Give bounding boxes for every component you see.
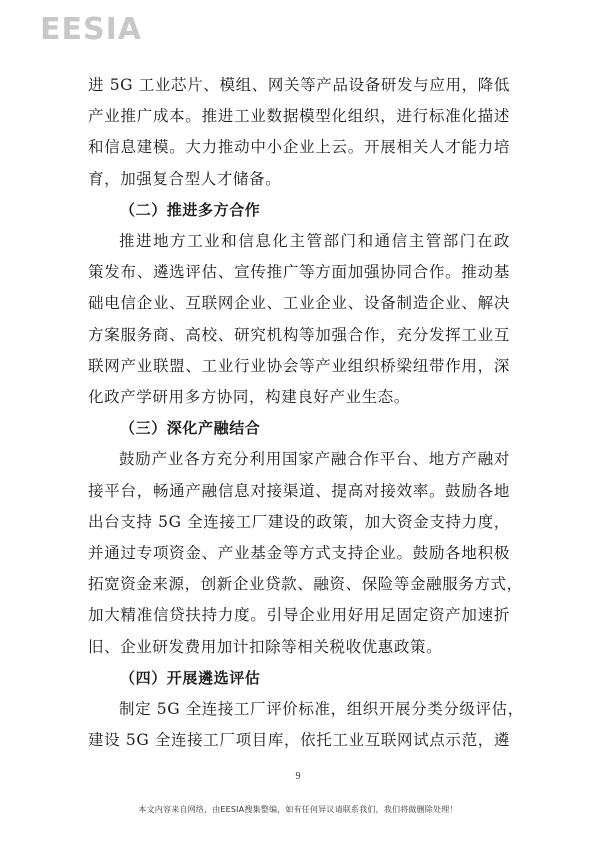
text-line: 联网产业联盟、工业行业协会等产业组织桥梁纽带作用，深 [88,356,510,375]
text-line: 出台支持 5G 全连接工厂建设的政策，加大资金支持力度， [88,512,510,531]
text-line: 进 5G 工业芯片、模组、网关等产品设备研发与应用，降低 [88,76,510,94]
eesia-logo: EESIA [40,12,142,47]
text-line: 拓宽资金来源，创新企业贷款、融资、保险等金融服务方式， [88,575,523,594]
paragraph-section-4 [88,694,524,756]
text-line: 鼓励产业各方充分利用国家产融合作平台、地方产融对 [119,450,510,469]
text-line: 方案服务商、高校、研究机构等加强合作，充分发挥工业互 [88,325,510,344]
text-line: 制定 5G 全连接工厂评价标准，组织开展分类分级评估， [119,700,524,719]
text-line: 育，加强复合型人才储备。 [88,169,282,188]
paragraph-intro [88,70,510,195]
section-heading-4: （四）开展遴选评估 [120,668,261,687]
page-number: 9 [295,771,301,782]
paragraph-section-2 [88,226,510,413]
text-line: 策发布、遴选评估、宣传推广等方面加强协同合作。推动基 [88,263,510,282]
section-heading-2: （二）推进多方合作 [120,200,261,219]
paragraph-section-3 [88,444,523,662]
text-line: 建设 5G 全连接工厂项目库，依托工业互联网试点示范，遴 [88,731,510,750]
text-line: 接平台，畅通产融信息对接渠道、提高对接效率。鼓励各地 [88,481,510,500]
text-line: 加大精准信贷扶持力度。引导企业用好用足固定资产加速折 [88,606,510,625]
text-line: 和信息建模。大力推动中小企业上云。开展相关人才能力培 [88,138,510,157]
text-line: 础电信企业、互联网企业、工业企业、设备制造企业、解决 [88,294,510,313]
footer-disclaimer: 本文内容来自网络，由EESIA搜集整编，如有任何异议请联系我们，我们将做删除处理！ [138,805,458,814]
text-line: 旧、企业研发费用加计扣除等相关税收优惠政策。 [88,637,443,656]
document-body [88,70,524,756]
text-line: 并通过专项资金、产业基金等方式支持企业。鼓励各地积极 [88,544,510,563]
text-line: 化政产学研用多方协同，构建良好产业生态。 [88,388,411,407]
section-heading-3: （三）深化产融结合 [120,419,261,438]
text-line: 推进地方工业和信息化主管部门和通信主管部门在政 [119,232,510,251]
text-line: 产业推广成本。推进工业数据模型化组织，进行标准化描述 [88,107,510,126]
